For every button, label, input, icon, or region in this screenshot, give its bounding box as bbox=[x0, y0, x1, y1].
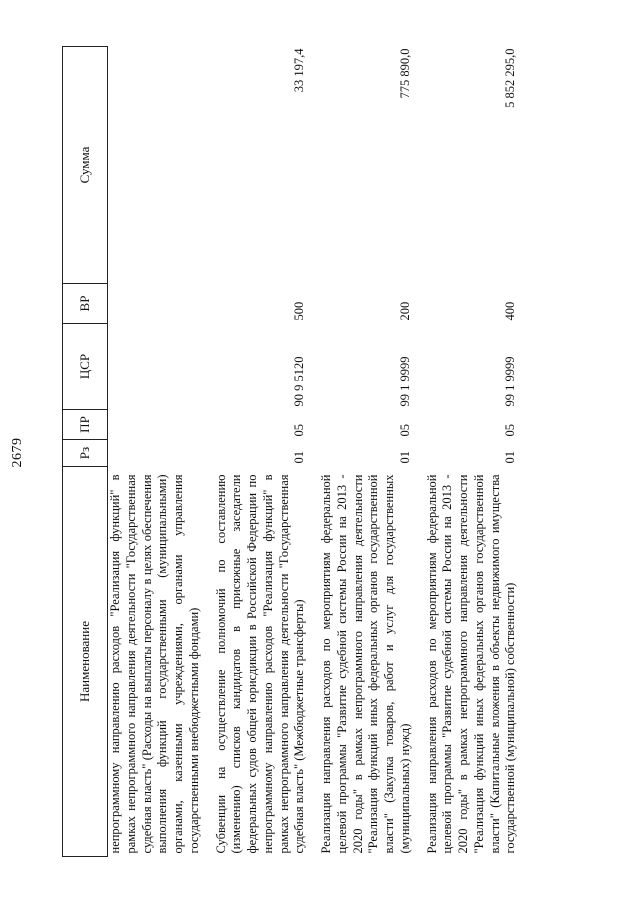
row-csr: 99 1 9999 bbox=[397, 356, 412, 407]
page-number: 2679 bbox=[10, 437, 25, 468]
row-csr: 99 1 9999 bbox=[503, 356, 518, 407]
row-pr: 05 bbox=[397, 424, 412, 437]
budget-table bbox=[62, 46, 527, 857]
header-pr: ПР bbox=[63, 410, 108, 440]
row-sum: 33 197,4 bbox=[292, 48, 307, 93]
row-rz: 01 bbox=[397, 451, 412, 464]
row-sum: 5 852 295,0 bbox=[503, 48, 518, 108]
row-pr bbox=[108, 410, 211, 440]
row-pr: 05 bbox=[292, 424, 307, 437]
row-vr: 400 bbox=[503, 301, 518, 321]
row-rz bbox=[108, 440, 211, 467]
table-header-row bbox=[63, 47, 108, 857]
table-row bbox=[211, 47, 317, 857]
row-csr: 90 9 5120 bbox=[292, 356, 307, 407]
header-csr: ЦСР bbox=[63, 324, 108, 410]
row-name: непрограммному направлению расходов "Реализация функций" в рамках непрограммного направления деятельности "Государственная судебная власть" (Расходы на выплаты персоналу в целях обеспечения выполнения функций государственными (муниципальными) органами, казенными учреждениями, органами управления государственными внебюджетными фондами) bbox=[108, 474, 201, 854]
header-sum: Сумма bbox=[63, 47, 108, 284]
row-vr: 200 bbox=[397, 301, 412, 321]
table-row bbox=[108, 47, 211, 857]
row-vr bbox=[108, 284, 211, 324]
row-csr bbox=[108, 324, 211, 410]
row-rz: 01 bbox=[503, 451, 518, 464]
row-name: Субвенции на осуществление полномочий по составлению (изменению) списков кандидатов в присяжные заседатели федеральных судов общей юрисдикции в Российской Федерации по непрограммному направлению расходов "Реализация функций" в рамках непрограммного направления деятельности "Государственная судебная власть" (Межбюджетные трансферты) bbox=[213, 474, 307, 854]
table-row bbox=[316, 47, 422, 857]
row-vr: 500 bbox=[292, 301, 307, 321]
row-pr: 05 bbox=[503, 424, 518, 437]
table-row bbox=[422, 47, 528, 857]
header-name: Наименование bbox=[63, 467, 108, 857]
row-name: Реализация направления расходов по мероприятиям федеральной целевой программы "Развитие судебной системы России на 2013 - 2020 годы" в рамках непрограммного направления деятельности "Реализация функций иных федеральных органов государственной власти" (Капитальные вложения в объекты недвижимого имущества государственной (муниципальной) собственности) bbox=[424, 474, 518, 854]
row-name: Реализация направления расходов по мероприятиям федеральной целевой программы "Развитие судебной системы России на 2013 - 2020 годы" в рамках непрограммного направления деятельности "Реализация функций иных федеральных органов государственной власти" (Закупка товаров, работ и услуг для государственных (муниципальных) нужд) bbox=[319, 474, 412, 854]
header-vr: ВР bbox=[63, 284, 108, 324]
row-sum bbox=[108, 47, 211, 284]
header-rz: Рз bbox=[63, 440, 108, 467]
row-rz: 01 bbox=[292, 451, 307, 464]
row-sum: 775 890,0 bbox=[397, 48, 412, 99]
